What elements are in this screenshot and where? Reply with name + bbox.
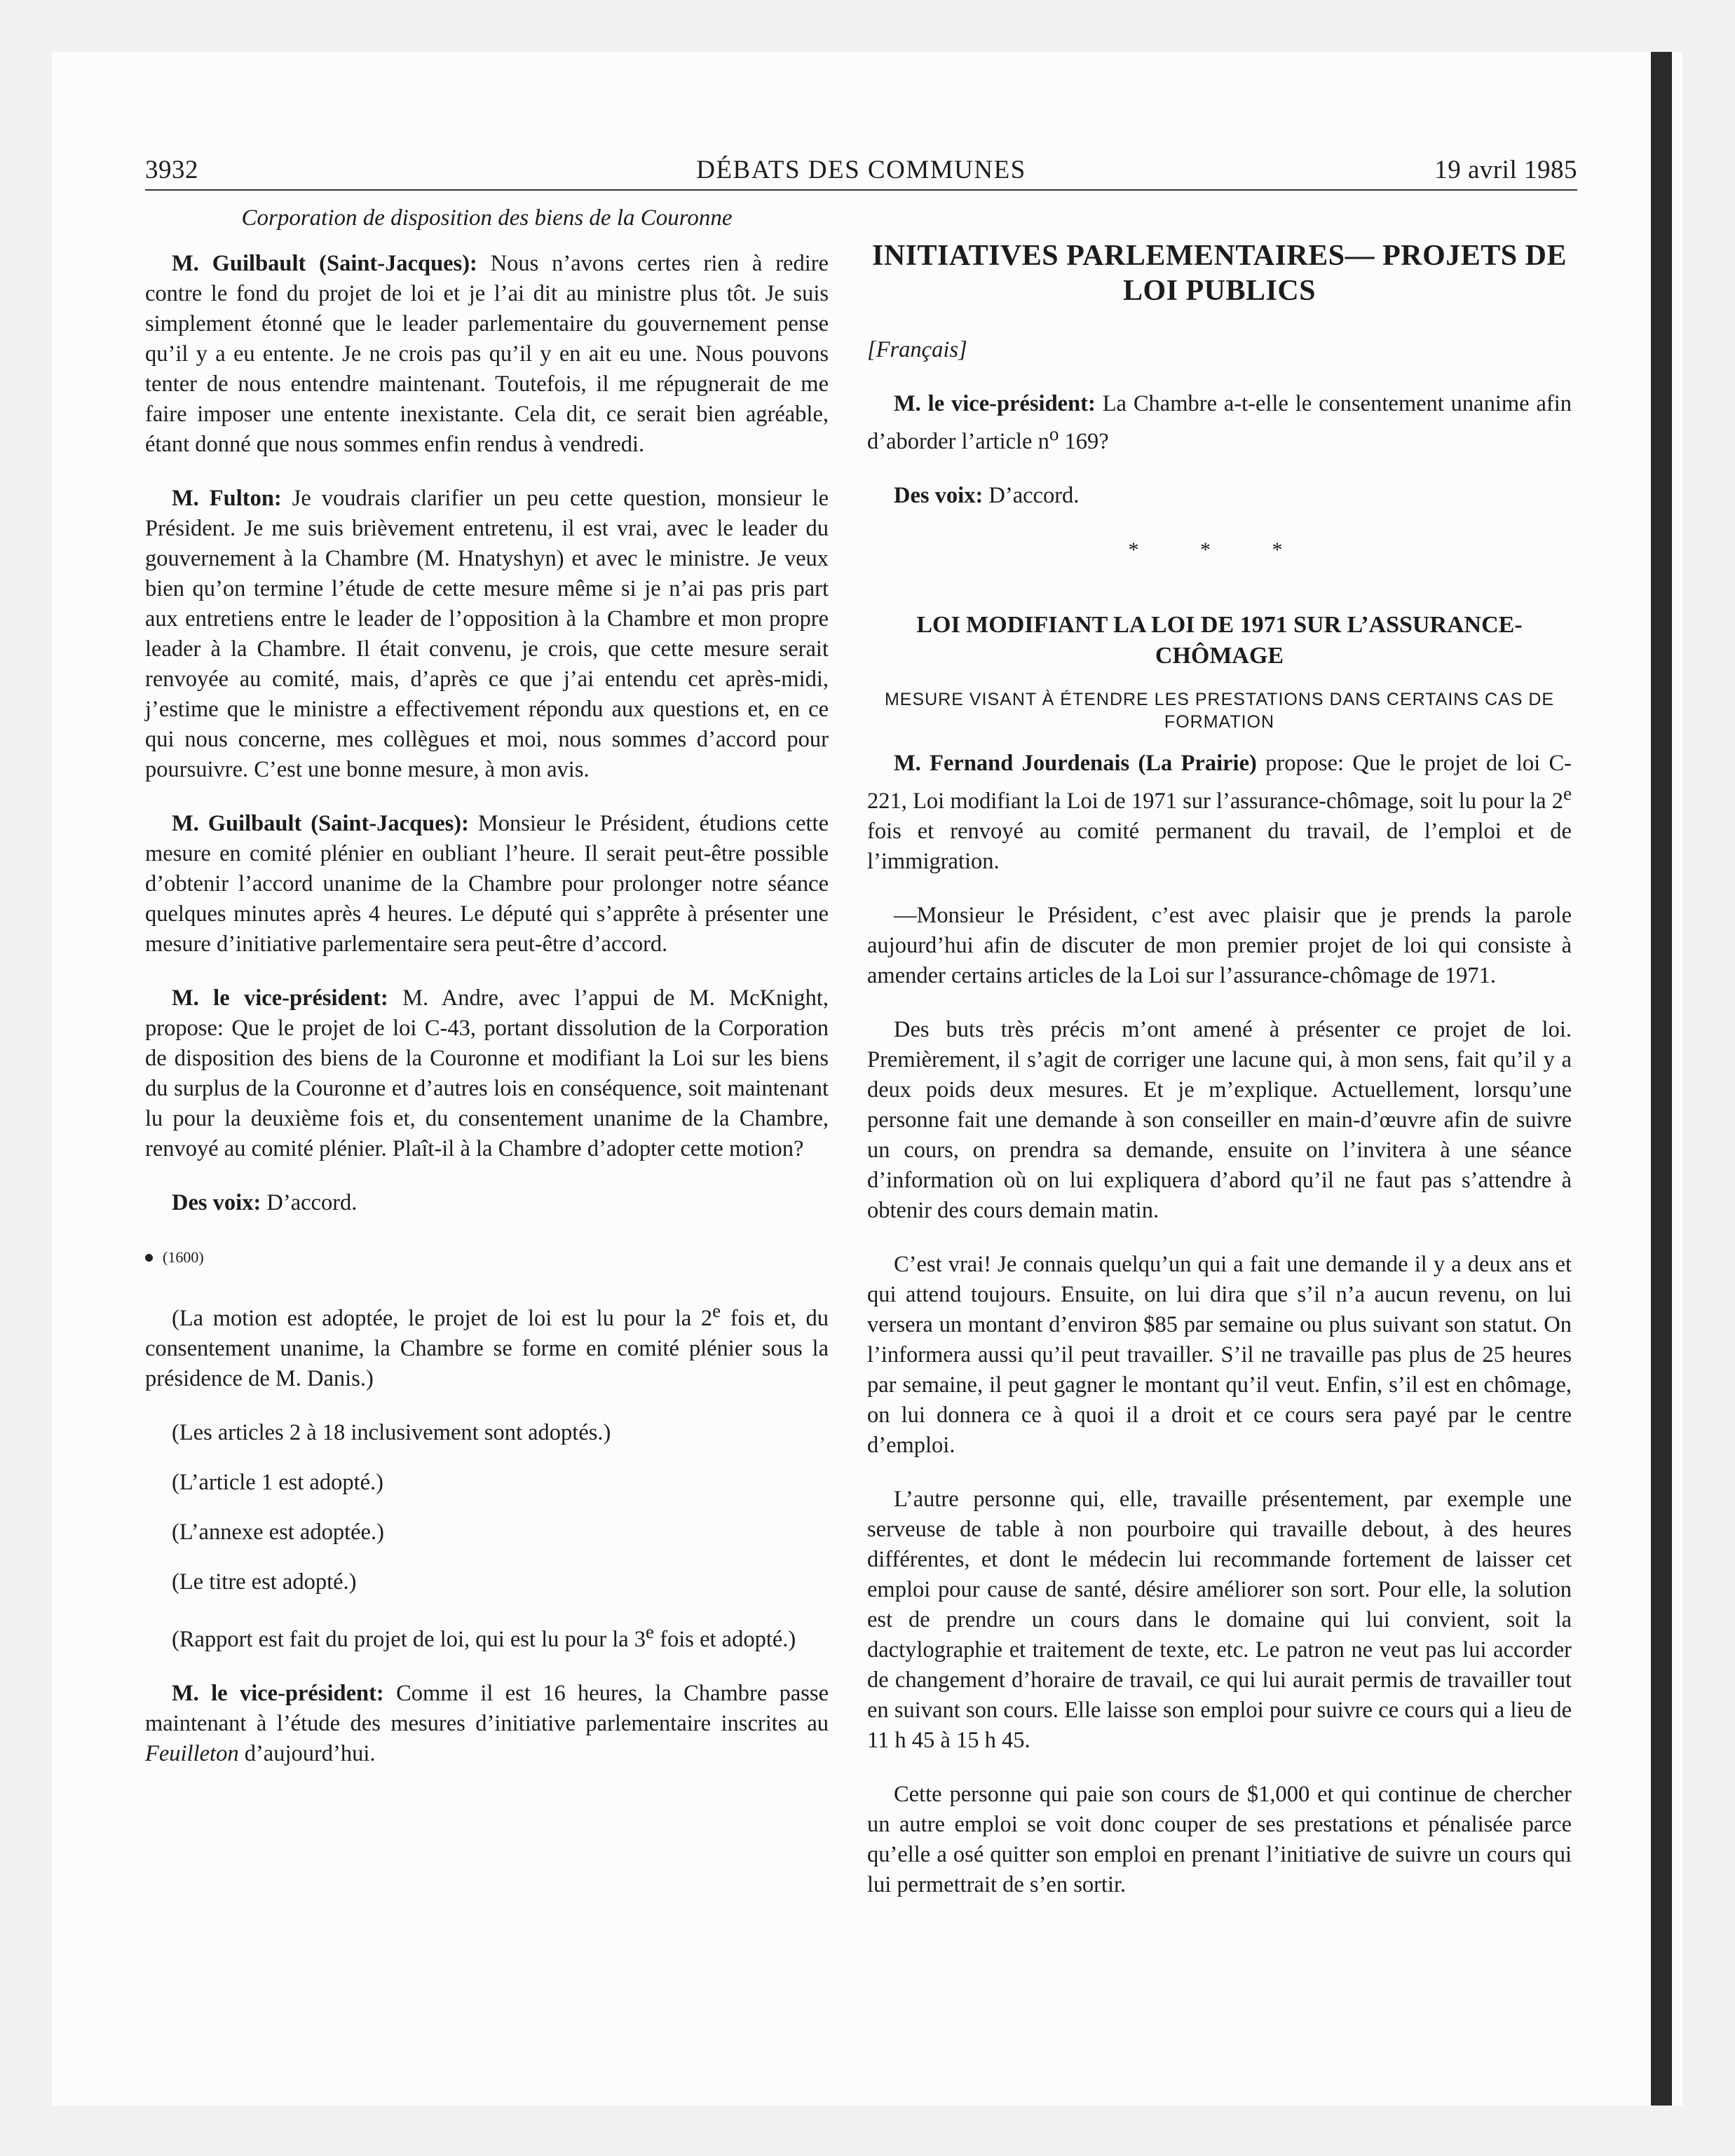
paragraph: M. Guilbault (Saint-Jacques): Nous n’avons certes rien à redire contre le fond du projet de loi et je l’ai dit au ministre plus tôt. Je suis simplement étonné que le leader parlementaire du gouvernement pense qu’il y a eu entente. Je ne crois pas qu’il y en ait eu une. Nous pouvons tenter de nous entendre maintenant. Toutefois, il me répugnerait de me faire imposer une entente inexistante. Cela dit, ce serait bien agréable, étant donné que nous sommes enfin rendus à vendredi. (145, 251, 829, 457)
section-heading: Corporation de disposition des biens de la Couronne (241, 205, 733, 231)
time-marker: (1600) (145, 1242, 829, 1272)
speaker: M. le vice-président: (172, 1680, 384, 1706)
paragraph: L’autre personne qui, elle, travaille présentement, par exemple une serveuse de table à non pourboire qui travaille debout, à des heures différentes, et dont le médecin lui recommande fortement de laisser cet emploi pour cause de santé, désire améliorer son sort. Pour elle, la solution est de prendre un cours dans le domaine qui lui convient, soit la dactylographie et traitement de texte, etc. Le patron ne veut pas lui accorder de changement d’horaire de travail, ce qui lui aurait permis de travailler tout en suivant son cours. Elle laisse son emploi pour suivre ce cours qui a lieu de 11 h 45 à 15 h 45. (867, 1486, 1572, 1753)
page-date: 19 avril 1985 (1434, 156, 1577, 184)
paragraph: M. Fulton: Je voudrais clarifier un peu cette question, monsieur le Président. Je me suis brièvement entretenu, il est vrai, avec le leader du gouvernement à la Chambre (M. Hnatyshyn) et avec le ministre. Je veux bien qu’on termine l’étude de cette mesure même si je n’ai pas pris part aux entretiens entre le leader de l’opposition à la Chambre et mon propre leader à la Chambre. Il était convenu, je crois, que cette mesure serait renvoyée au comité, mais, d’après ce que j’ai entendu cet après-midi, j’estime que le ministre a effectivement répondu aux questions et, en ce qui nous concerne, mes collègues et moi, nous sommes d’accord pour poursuivre. C’est une bonne mesure, à mon avis. (145, 486, 829, 782)
language-marker: [Français] (867, 337, 967, 362)
paragraph: (L’annexe est adoptée.) (172, 1519, 384, 1545)
paragraph: M. le vice-président: Comme il est 16 heures, la Chambre passe maintenant à l’étude des mesures d’initiative parlementaire inscrites au Feuilleton d’aujourd’hui. (145, 1680, 829, 1766)
bill-subtitle: MESURE VISANT À ÉTENDRE LES PRESTATIONS DANS CERTAINS CAS DE FORMATION (884, 689, 1555, 732)
paragraph: M. le vice-président: M. Andre, avec l’appui de M. McKnight, propose: Que le projet de loi C-43, portant dissolution de la Corporation de disposition des biens de la Couronne et modifiant la Loi sur les biens du surplus de la Couronne et d’autres lois en conséquence, soit maintenant lu pour la deuxième fois et, du consentement unanime de la Chambre, renvoyé au comité plénier. Plaît-il à la Chambre d’adopter cette motion? (145, 985, 829, 1161)
paragraph: Des voix: D’accord. (894, 482, 1080, 508)
paragraph: (L’article 1 est adopté.) (172, 1469, 384, 1495)
paragraph: (Les articles 2 à 18 inclusivement sont adoptés.) (172, 1419, 611, 1445)
paragraph: —Monsieur le Président, c’est avec plaisir que je prends la parole aujourd’hui afin de discuter de mon premier projet de loi qui consiste à amender certains articles de la Loi sur l’assurance-chômage de 1971. (867, 902, 1572, 988)
section-title: INITIATIVES PARLEMENTAIRES— PROJETS DE LOI PUBLICS (871, 240, 1567, 307)
right-column (867, 203, 1572, 1924)
bill-title: LOI MODIFIANT LA LOI DE 1971 SUR L’ASSURANCE-CHÔMAGE (916, 611, 1523, 669)
page-header (145, 149, 1577, 191)
paragraph: C’est vrai! Je connais quelqu’un qui a fait une demande il y a deux ans et qui attend toujours. Ensuite, on lui dira que s’il n’a aucun revenu, on lui versera un montant d’environ $85 par semaine ou plus suivant son statut. On l’informera aussi qu’il peut travailler. S’il ne travaille pas plus de 25 heures par semaine, il peut gagner le montant qu’il veut. Enfin, s’il est en chômage, on lui donnera ce à quoi il a droit et ce cours sera payé par le centre d’emploi. (867, 1251, 1572, 1458)
scan-edge-bar (1651, 52, 1672, 2106)
paragraph: M. le vice-président: La Chambre a-t-elle le consentement unanime afin d’aborder l’article $n^o$ 169? (867, 391, 1572, 454)
speaker: Des voix: (894, 482, 984, 508)
paragraph: M. Fernand Jourdenais (La Prairie) propose: Que le projet de loi C-221, Loi modifiant la Loi de 1971 sur l’assurance-chômage, soit lu pour la 2e fois et renvoyé au comité permanent du travail, de l’emploi et de l’immigration. (867, 750, 1572, 874)
speaker: M. le vice-président: (172, 985, 388, 1011)
paragraph: (La motion est adoptée, le projet de loi est lu pour la 2e fois et, du consentement unanime, la Chambre se forme en comité plénier sous la présidence de M. Danis.) (145, 1300, 829, 1391)
paragraph: Des voix: D’accord. (172, 1190, 358, 1215)
speaker: M. Guilbault (Saint-Jacques): (172, 811, 469, 836)
speaker: Des voix: (172, 1190, 261, 1215)
page-number: 3932 (145, 156, 198, 184)
left-column (145, 203, 829, 1793)
speaker: M. Fernand Jourdenais (La Prairie) (894, 750, 1257, 776)
bullet-icon (145, 1254, 153, 1262)
paragraph: Des buts très précis m’ont amené à présenter ce projet de loi. Premièrement, il s’agit de corriger une lacune qui, à mon sens, fait qu’il y a deux poids deux mesures. Et je m’explique. Actuellement, lorsqu’une personne fait une demande à son conseiller en main-d’œuvre afin de suivre un cours, on prendra sa demande, ensuite on l’invitera à une séance d’information où on lui expliquera d’abord qu’il ne faut pas s’attendre à obtenir des cours demain matin. (867, 1016, 1572, 1223)
speaker: M. Guilbault (Saint-Jacques): (172, 251, 477, 276)
paragraph: (Rapport est fait du projet de loi, qui est lu pour la 3e fois et adopté.) (172, 1621, 796, 1652)
speaker: M. Fulton: (172, 486, 282, 511)
publication-title: DÉBATS DES COMMUNES (696, 156, 1026, 184)
paragraph: M. Guilbault (Saint-Jacques): Monsieur le Président, étudions cette mesure en comité plénier en oubliant l’heure. Il serait peut-être possible d’obtenir l’accord unanime de la Chambre pour prolonger notre séance quelques minutes après 4 heures. Le député qui s’apprête à présenter une mesure d’initiative parlementaire sera peut-être d’accord. (145, 811, 829, 957)
paragraph: (Le titre est adopté.) (172, 1569, 357, 1595)
section-separator: * * * (1128, 538, 1311, 561)
speaker: M. le vice-président: (894, 391, 1096, 416)
paragraph: Cette personne qui paie son cours de $1,000 et qui continue de chercher un autre emploi se voit donc couper de ses prestations et pénalisée parce qu’elle a osé quitter son emploi en prenant l’initiative de suivre un cours qui lui permettrait de s’en sortir. (867, 1781, 1572, 1897)
